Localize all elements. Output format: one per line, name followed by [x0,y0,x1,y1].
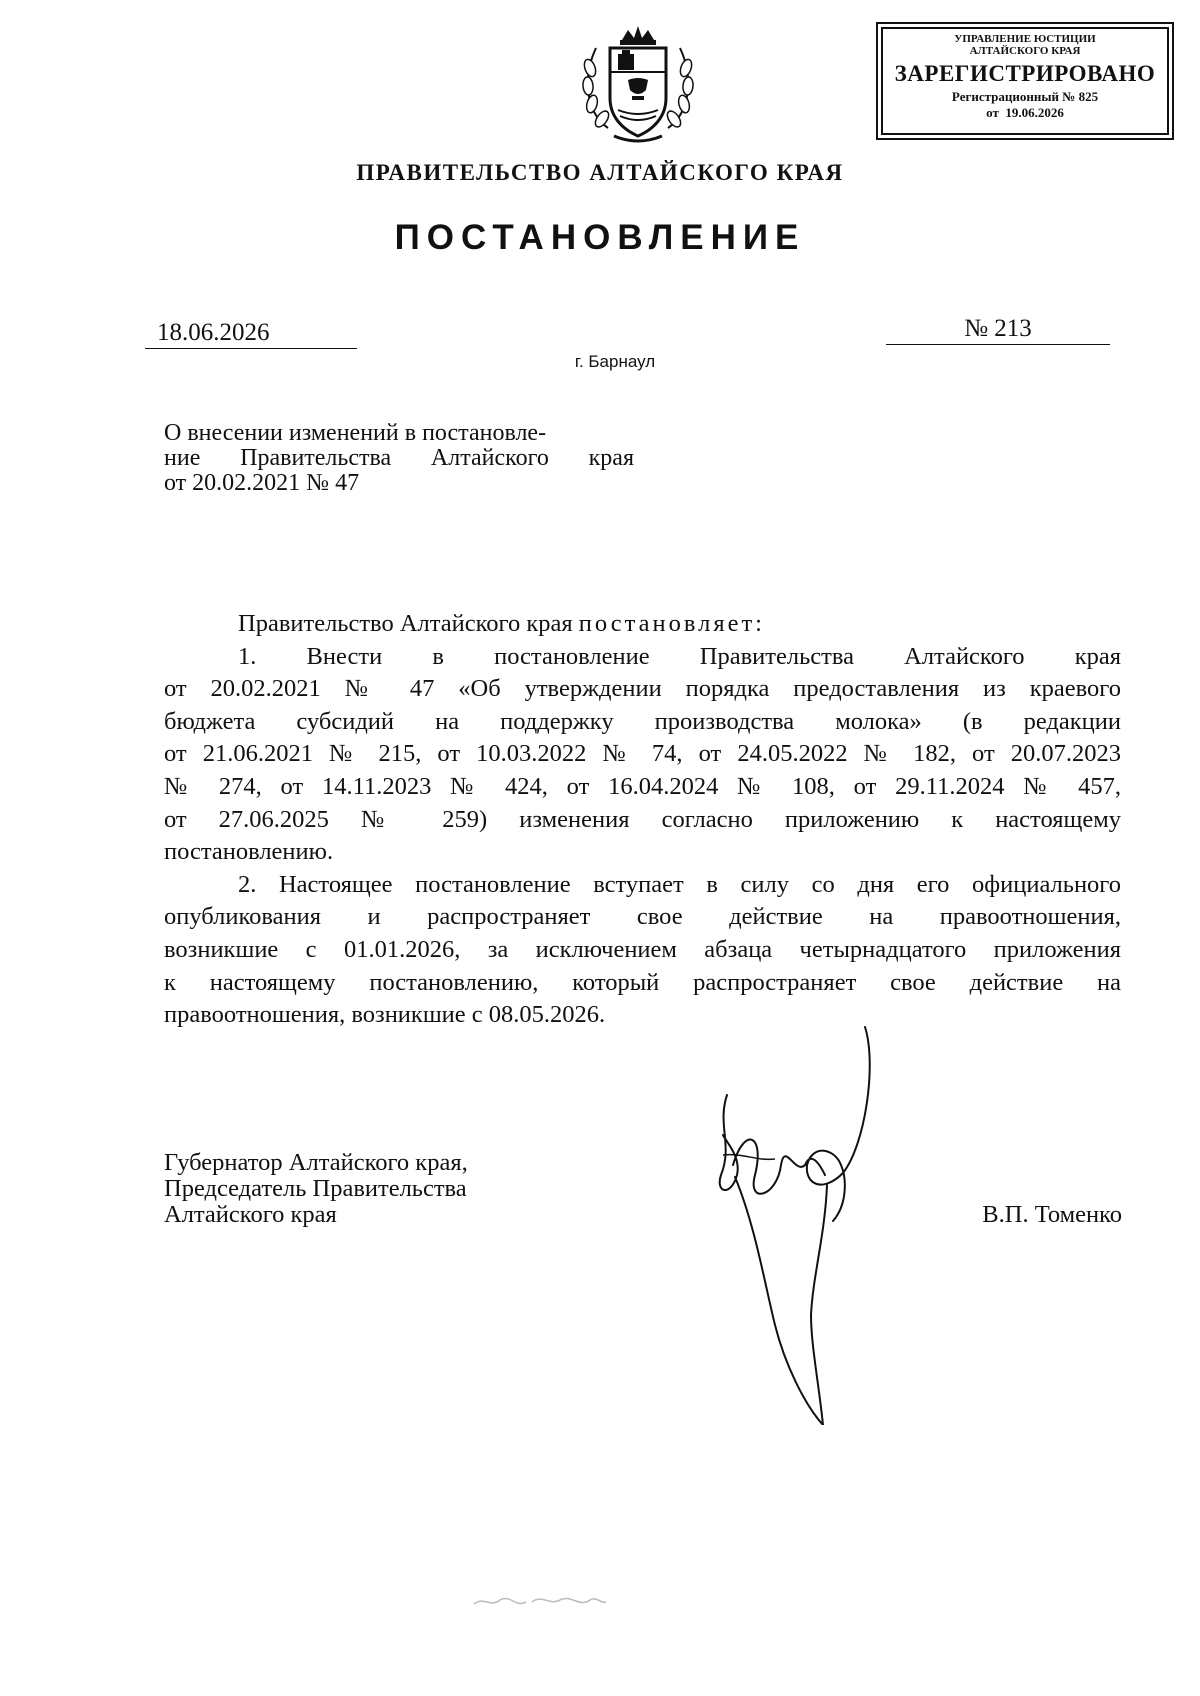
document-subject [164,421,634,496]
body-line: к настоящему постановлению, который распространяет свое действие на [164,968,1121,996]
document-city: г. Барнаул [574,352,656,371]
body-line: от 20.02.2021 № 47 «Об утверждении порядка предоставления из краевого [164,675,1121,703]
faint-scan-mark [470,1590,610,1612]
stamp-reg-number: Регистрационный № 825 [951,89,1099,104]
subject-line: ние Правительства Алтайского края [164,445,634,471]
preamble [164,608,1121,641]
preamble-verb: постановляет: [578,610,765,637]
signer-position-line: Председатель Правительства [164,1175,467,1202]
body-line: опубликования и распространяет свое действие на правоотношения, [164,903,1121,931]
body-line: 1. Внести в постановление Правительства Алтайского края [238,642,1121,670]
handwritten-signature [715,1025,925,1425]
stamp-org-line-2: АЛТАЙСКОГО КРАЯ [969,45,1081,57]
paragraph-1 [164,641,1121,869]
body-line: 2. Настоящее постановление вступает в силу со дня его официального [238,870,1121,898]
document-number: № 213 [886,314,1110,345]
stamp-org-line-1: УПРАВЛЕНИЕ ЮСТИЦИИ [954,33,1096,45]
body-line: от 27.06.2025 № 259) изменения согласно приложению к настоящему [164,805,1121,833]
body-line: постановлению. [164,838,334,866]
document-body [164,608,1121,1032]
stamp-status: ЗАРЕГИСТРИРОВАНО [894,61,1156,86]
stamp-reg-date: от 19.06.2026 [986,105,1064,120]
signer-position [164,1150,468,1228]
signer-position-line: Алтайского края [164,1201,337,1228]
body-line: правоотношения, возникшие с 08.05.2026. [164,1001,606,1029]
body-line: от 21.06.2021 № 215, от 10.03.2022 № 74, от 24.05.2022 № 182, от 20.07.2023 [164,740,1121,768]
signer-position-line: Губернатор Алтайского края, [164,1149,468,1176]
body-line: возникшие с 01.01.2026, за исключением абзаца четырнадцатого приложения [164,935,1121,963]
signer-name: В.П. Томенко [982,1201,1122,1228]
body-line: бюджета субсидий на поддержку производства молока» (в редакции [164,707,1121,735]
document-type-title: ПОСТАНОВЛЕНИЕ [394,218,806,257]
subject-line: О внесении изменений в постановле- [164,420,547,446]
subject-line: от 20.02.2021 № 47 [164,470,360,496]
coat-of-arms-emblem [578,18,698,146]
registration-stamp [876,22,1174,140]
preamble-text: Правительство Алтайского края [238,610,579,637]
government-title: ПРАВИТЕЛЬСТВО АЛТАЙСКОГО КРАЯ [356,160,844,185]
body-line: № 274, от 14.11.2023 № 424, от 16.04.2024 № 108, от 29.11.2024 № 457, [164,772,1121,800]
paragraph-2 [164,869,1121,1032]
document-date: 18.06.2026 [145,318,357,349]
